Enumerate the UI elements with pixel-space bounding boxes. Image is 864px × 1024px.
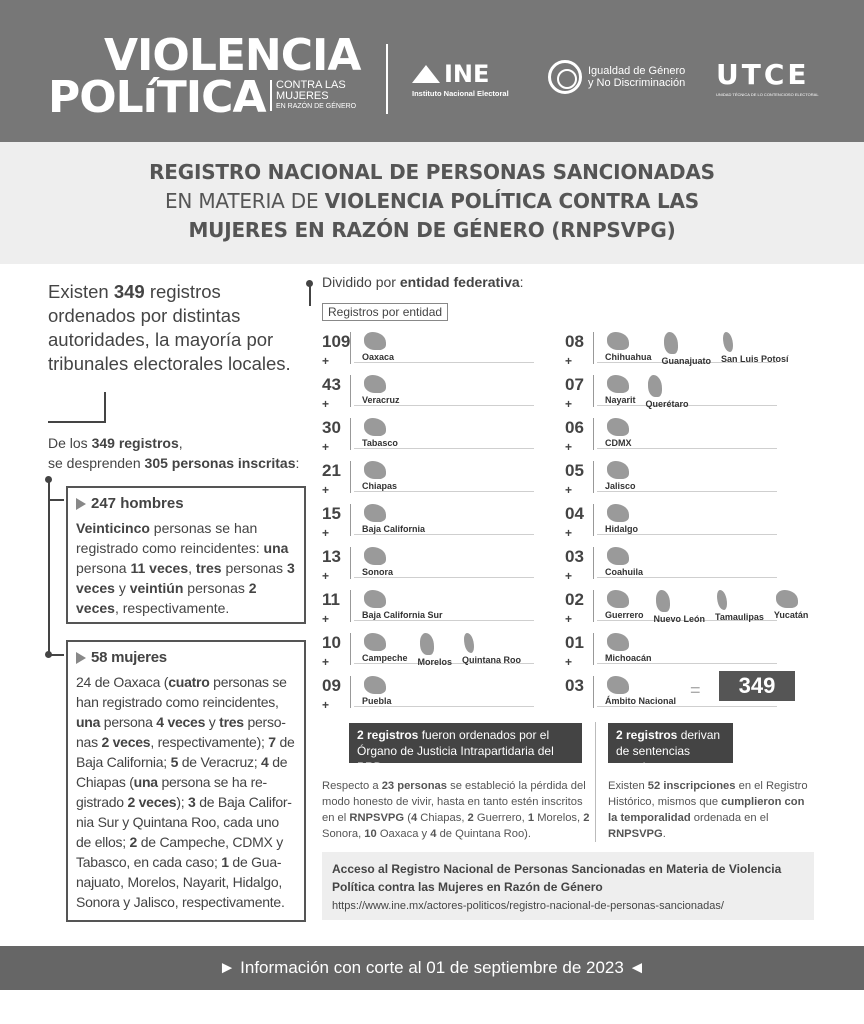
nl-f: 4: [410, 812, 418, 824]
intro-text: [48, 280, 308, 376]
state-map-icon: [364, 418, 386, 436]
row-underline: [597, 577, 777, 578]
men-p11: veintiún: [129, 580, 184, 596]
play-arrow-icon: [76, 498, 86, 510]
women-s22: 3: [188, 794, 196, 810]
entity-item: [362, 504, 425, 534]
row-underline: [354, 362, 534, 363]
men-p12: personas: [183, 580, 249, 596]
women-s16: 4: [261, 754, 269, 770]
igualdad-logo: [548, 60, 685, 94]
plus-sign: +: [565, 397, 573, 411]
derive-b: 349 registros: [91, 435, 179, 451]
entity-name: Coahuila: [605, 567, 644, 577]
utce-subtitle: UNIDAD TÉCNICA DE LO CONTENCIOSO ELECTORAL: [716, 92, 819, 97]
women-s11: , respectivamente);: [150, 734, 269, 750]
entity-name: Puebla: [362, 696, 392, 706]
entity-list: [605, 504, 638, 534]
entity-list: [362, 504, 425, 534]
plus-sign: +: [322, 397, 330, 411]
logo-side-line1: CONTRA LAS: [276, 79, 346, 91]
state-map-icon: [776, 590, 798, 608]
women-s12: 7: [268, 734, 276, 750]
header-band: [0, 0, 864, 142]
state-map-icon: [364, 676, 386, 694]
entity-list: [362, 633, 521, 667]
state-map-icon: [607, 461, 629, 479]
entity-name: San Luis Potosí: [721, 354, 789, 364]
derive-d: se desprenden: [48, 455, 145, 471]
entity-name: Nayarit: [605, 395, 636, 405]
play-arrow-icon: [76, 652, 86, 664]
women-s4: una: [76, 714, 101, 730]
nl-c: se estableció la pérdida del modo honesto de vivir, hasta en tanto estén inscritos en el: [322, 780, 586, 824]
nr-e: ordenada en el: [690, 812, 769, 824]
equals-sign: =: [690, 680, 701, 700]
entity-name: Michoacán: [605, 653, 652, 663]
nl-h: 2: [467, 812, 474, 824]
logo-side-line2: MUJERES: [276, 90, 329, 102]
state-map-icon: [607, 332, 629, 350]
nl-m: Sonora,: [322, 828, 365, 840]
men-p1: Veinticinco: [76, 520, 150, 536]
tree-dot: [45, 476, 52, 483]
total-box: 349: [719, 671, 795, 701]
entity-count: 03: [565, 547, 584, 566]
igualdad-circle-icon: [548, 60, 582, 94]
tree-branch: [48, 654, 64, 656]
state-map-icon: [607, 547, 629, 565]
women-box: [66, 640, 306, 922]
women-s18: una: [133, 774, 158, 790]
entity-name: Nuevo León: [653, 614, 706, 624]
men-p3: una: [263, 540, 289, 556]
tree-line: [48, 479, 50, 655]
entity-count: 15: [322, 504, 341, 523]
entity-count: 21: [322, 461, 341, 480]
entity-item: [605, 547, 643, 577]
women-s14: 5: [170, 754, 179, 770]
row-divider: [593, 418, 594, 450]
row-underline: [597, 706, 777, 707]
row-divider: [593, 504, 594, 536]
row-divider: [593, 375, 594, 407]
entity-item: [646, 375, 689, 409]
divided-c: :: [519, 274, 524, 290]
note-right: [608, 778, 808, 842]
row-divider: [350, 547, 351, 579]
entity-list: [605, 676, 676, 706]
entity-item: [362, 633, 408, 667]
state-map-icon: [420, 633, 434, 655]
entity-item: [605, 590, 644, 624]
entity-count: 03: [565, 676, 584, 695]
state-map-icon: [464, 633, 474, 653]
state-map-icon: [364, 461, 386, 479]
state-map-icon: [607, 418, 629, 436]
state-map-icon: [656, 590, 670, 612]
row-divider: [593, 547, 594, 579]
plus-sign: +: [565, 569, 573, 583]
men-head: 247 hombres: [91, 495, 184, 512]
connector-line: [104, 392, 106, 422]
entity-name: CDMX: [605, 438, 632, 448]
row-divider: [350, 375, 351, 407]
men-p4: persona: [76, 560, 131, 576]
plus-sign: +: [322, 612, 330, 626]
header-divider: [386, 44, 388, 114]
footer-cutoff: ► Información con corte al 01 de septiembre de 2023 ◄: [0, 946, 864, 990]
entity-name: Guanajuato: [661, 356, 712, 366]
entity-list: [605, 332, 789, 366]
entity-item: [715, 590, 764, 624]
row-divider: [350, 590, 351, 622]
nl-q: de Quintana Roo).: [436, 828, 531, 840]
entity-item: [605, 676, 676, 706]
logo-violencia: VIOLENCIA: [104, 30, 361, 81]
entity-item: [362, 375, 400, 405]
nr-c: en el Registro Histórico, mismos que: [608, 780, 808, 808]
row-divider: [350, 676, 351, 708]
entity-count: 109: [322, 332, 351, 351]
derive-f: :: [295, 455, 300, 471]
penal-box: [608, 723, 733, 774]
state-map-icon: [664, 332, 678, 354]
row-underline: [354, 405, 534, 406]
entity-name: Baja California: [362, 524, 426, 534]
entity-item: [362, 332, 394, 362]
state-map-icon: [717, 590, 727, 610]
registros-label: Registros por entidad: [322, 303, 448, 321]
men-box: [66, 486, 306, 624]
women-s8: tres: [219, 714, 244, 730]
women-s7: y: [205, 714, 220, 730]
state-map-icon: [723, 332, 733, 352]
entity-count: 43: [322, 375, 341, 394]
nr-f: RNPSVPG: [608, 828, 663, 840]
women-s19: persona se ha re-gistrado: [76, 774, 267, 810]
women-s5: persona: [100, 714, 157, 730]
derive-e: 305 personas inscritas: [144, 455, 296, 471]
women-s10: 2 veces: [101, 734, 151, 750]
nl-n: 10: [364, 828, 377, 840]
access-title: Acceso al Registro Nacional de Personas Sancionadas en Materia de Violencia Política contra las Mujeres en Razón de Género: [332, 862, 782, 894]
row-divider: [350, 332, 351, 364]
plus-sign: +: [565, 483, 573, 497]
men-p5: 11 veces: [130, 560, 189, 576]
state-map-icon: [364, 375, 386, 393]
state-map-icon: [607, 590, 629, 608]
entity-list: [605, 461, 636, 491]
entity-name: Morelos: [417, 657, 453, 667]
plus-sign: +: [322, 354, 330, 368]
men-p8: personas: [221, 560, 287, 576]
nl-d: RNPSVPG: [349, 812, 405, 824]
entity-list: [362, 590, 443, 620]
nl-a: Respecto a: [322, 780, 382, 792]
women-s20: 2 veces: [127, 794, 177, 810]
row-underline: [354, 577, 534, 578]
women-s2: cuatro: [168, 674, 210, 690]
entity-count: 02: [565, 590, 584, 609]
connector-line: [48, 421, 106, 423]
entity-item: [721, 332, 789, 366]
entity-item: [605, 418, 632, 448]
state-map-icon: [607, 633, 629, 651]
row-underline: [597, 663, 777, 664]
plus-sign: +: [322, 526, 330, 540]
access-box: [322, 852, 814, 920]
igualdad-line2: y No Discriminación: [588, 77, 686, 89]
derive-a: De los: [48, 435, 92, 451]
prd-box: [349, 723, 582, 774]
note-left: [322, 778, 592, 842]
entity-list: [605, 547, 643, 577]
women-s15: de Veracruz;: [178, 754, 262, 770]
entity-list: [362, 418, 398, 448]
plus-sign: +: [322, 440, 330, 454]
entity-item: [462, 633, 521, 667]
women-s9: perso-nas: [76, 714, 286, 750]
women-s17: de Chiapas (: [76, 754, 288, 790]
plus-sign: +: [565, 440, 573, 454]
divided-heading: [322, 274, 524, 290]
men-p14: , respectivamente.: [114, 600, 230, 616]
row-divider: [593, 676, 594, 708]
penal-a: 2 registros: [616, 728, 678, 742]
men-p6: ,: [188, 560, 196, 576]
row-divider: [350, 461, 351, 493]
entity-item: [362, 461, 397, 491]
prd-b: fueron ordenados por el Órgano de Justicia Intrapartidaria del PRD.: [357, 728, 554, 774]
women-s21: );: [176, 794, 189, 810]
women-s25: de Campeche, CDMX y Tabasco, en cada caso;: [76, 834, 284, 870]
entity-list: [362, 547, 393, 577]
entity-list: [605, 418, 632, 448]
page-title: [0, 158, 864, 245]
entity-list: [605, 590, 808, 624]
entity-item: [605, 332, 652, 366]
entity-count: 09: [322, 676, 341, 695]
women-s1: 24 de Oaxaca (: [76, 674, 169, 690]
row-divider: [350, 504, 351, 536]
entity-count: 01: [565, 633, 584, 652]
entity-item: [362, 676, 392, 706]
entity-item: [362, 590, 443, 620]
men-text: [76, 518, 296, 618]
plus-sign: +: [565, 612, 573, 626]
nl-k: Morelos,: [534, 812, 584, 824]
women-text: [76, 672, 296, 912]
entity-list: [362, 375, 400, 405]
entity-list: [605, 633, 652, 663]
nr-a: Existen: [608, 780, 648, 792]
plus-sign: +: [565, 354, 573, 368]
plus-sign: +: [322, 569, 330, 583]
women-s27: de Gua-najuato, Morelos, Nayarit, Hidalgo, Sonora y Jalisco, respectivamente.: [76, 854, 285, 910]
logo-subtitle: [270, 80, 356, 111]
nl-e: (: [404, 812, 411, 824]
entity-count: 04: [565, 504, 584, 523]
entity-item: [605, 633, 652, 663]
entity-name: Yucatán: [773, 610, 809, 620]
plus-sign: +: [565, 526, 573, 540]
ine-name: INE: [444, 60, 490, 88]
state-map-icon: [364, 332, 386, 350]
divided-a: Dividido por: [322, 274, 400, 290]
vertical-separator: [595, 722, 596, 842]
women-s24: 2: [129, 834, 138, 850]
row-underline: [597, 448, 777, 449]
men-p9: 3 veces: [76, 560, 295, 596]
women-s3: personas se han registrado como reincidentes,: [76, 674, 287, 710]
ine-logo: [412, 60, 509, 98]
women-s23: de Baja Califor-nia Sur y Quintana Roo, cada uno de ellos;: [76, 794, 292, 850]
women-s6: 4 veces: [156, 714, 206, 730]
entity-count: 11: [322, 590, 340, 609]
entity-name: Chihuahua: [605, 352, 652, 362]
entity-name: Campeche: [362, 653, 408, 663]
men-p13: 2 veces: [76, 580, 257, 616]
entity-list: [362, 332, 394, 362]
derive-text: [48, 433, 299, 473]
row-underline: [354, 706, 534, 707]
title-line2-a: EN MATERIA DE: [164, 189, 325, 213]
row-divider: [593, 633, 594, 665]
entity-item: [662, 332, 712, 366]
entity-item: [654, 590, 706, 624]
entity-name: Oaxaca: [362, 352, 395, 362]
entity-count: 30: [322, 418, 341, 437]
ine-triangle-icon: [412, 65, 440, 83]
title-line3: MUJERES EN RAZÓN DE GÉNERO (RNPSVPG): [188, 218, 676, 242]
entity-name: Baja California Sur: [362, 610, 443, 620]
state-map-icon: [607, 676, 629, 694]
row-underline: [354, 534, 534, 535]
row-divider: [350, 418, 351, 450]
row-underline: [597, 534, 777, 535]
nr-d: cumplieron con la temporalidad: [608, 796, 805, 824]
entity-item: [605, 461, 636, 491]
title-line2-b: VIOLENCIA POLÍTICA CONTRA LAS: [324, 189, 700, 213]
women-s26: 1: [221, 854, 229, 870]
row-underline: [354, 620, 534, 621]
plus-sign: +: [322, 698, 330, 712]
title-line1: REGISTRO NACIONAL DE PERSONAS SANCIONADAS: [149, 160, 715, 184]
nr-b: 52 inscripciones: [647, 780, 736, 792]
entity-name: Sonora: [362, 567, 394, 577]
entity-name: Tabasco: [362, 438, 398, 448]
row-underline: [354, 448, 534, 449]
nl-i: Guerrero,: [473, 812, 528, 824]
entity-name: Querétaro: [645, 399, 689, 409]
entity-item: [418, 633, 453, 667]
entity-item: [362, 418, 398, 448]
entity-name: Hidalgo: [605, 524, 638, 534]
state-map-icon: [364, 590, 386, 608]
plus-sign: +: [565, 655, 573, 669]
entity-list: [605, 375, 689, 409]
entity-item: [774, 590, 809, 624]
women-head: 58 mujeres: [91, 649, 167, 666]
divided-b: entidad federativa: [399, 274, 520, 290]
row-divider: [593, 332, 594, 364]
entity-count: 06: [565, 418, 584, 437]
row-divider: [593, 590, 594, 622]
divided-line: [309, 284, 311, 306]
entity-name: Jalisco: [605, 481, 636, 491]
entity-count: 08: [565, 332, 584, 351]
nr-g: .: [662, 828, 666, 840]
state-map-icon: [364, 633, 386, 651]
entity-name: Tamaulipas: [715, 612, 764, 622]
entity-count: 07: [565, 375, 584, 394]
intro-num: 349: [113, 281, 145, 302]
men-p10: y: [114, 580, 130, 596]
men-p7: tres: [195, 560, 222, 576]
intro-b: registros ordenados por distintas autoridades, la mayoría por tribunales electorales locales.: [48, 281, 291, 374]
entity-item: [362, 547, 393, 577]
access-url-link[interactable]: https://www.ine.mx/actores-politicos/registro-nacional-de-personas-sancionadas/: [332, 900, 724, 912]
men-p2: personas se han registrado como reincidentes:: [76, 520, 264, 556]
state-map-icon: [648, 375, 662, 397]
state-map-icon: [364, 547, 386, 565]
nl-p: 4: [430, 828, 437, 840]
entity-item: [605, 504, 638, 534]
nl-g: Chiapas,: [417, 812, 468, 824]
women-s13: de Baja California;: [76, 734, 295, 770]
ine-subtitle: Instituto Nacional Electoral: [412, 89, 509, 98]
entity-count: 10: [322, 633, 341, 652]
tree-branch: [48, 499, 64, 501]
row-divider: [593, 461, 594, 493]
state-map-icon: [364, 504, 386, 522]
nl-o: Oaxaca y: [376, 828, 431, 840]
row-underline: [597, 491, 777, 492]
entity-name: Guerrero: [605, 610, 644, 620]
entity-item: [605, 375, 636, 409]
entity-list: [362, 461, 397, 491]
prd-a: 2 registros: [357, 728, 419, 742]
plus-sign: +: [322, 655, 330, 669]
logo-side-line3: EN RAZÓN DE GÉNERO: [276, 103, 357, 110]
igualdad-line1: Igualdad de Género: [588, 65, 686, 77]
entity-name: Ámbito Nacional: [605, 696, 677, 706]
row-divider: [350, 633, 351, 665]
row-underline: [354, 491, 534, 492]
utce-logo: [716, 58, 819, 97]
entity-count: 13: [322, 547, 341, 566]
penal-b: derivan de sentencias penales.: [616, 728, 721, 774]
utce-name: UTCE: [716, 58, 810, 91]
entity-name: Quintana Roo: [462, 655, 522, 665]
nl-j: 1: [527, 812, 535, 824]
intro-a: Existen: [48, 281, 114, 302]
entity-list: [362, 676, 392, 706]
nl-l: 2: [583, 812, 590, 824]
nl-b: 23 personas: [381, 780, 447, 792]
derive-c: ,: [178, 435, 183, 451]
state-map-icon: [607, 504, 629, 522]
entity-count: 05: [565, 461, 584, 480]
entity-name: Chiapas: [362, 481, 398, 491]
plus-sign: +: [322, 483, 330, 497]
entity-name: Veracruz: [362, 395, 400, 405]
logo-politica: POLíTICA: [48, 72, 266, 123]
state-map-icon: [607, 375, 629, 393]
